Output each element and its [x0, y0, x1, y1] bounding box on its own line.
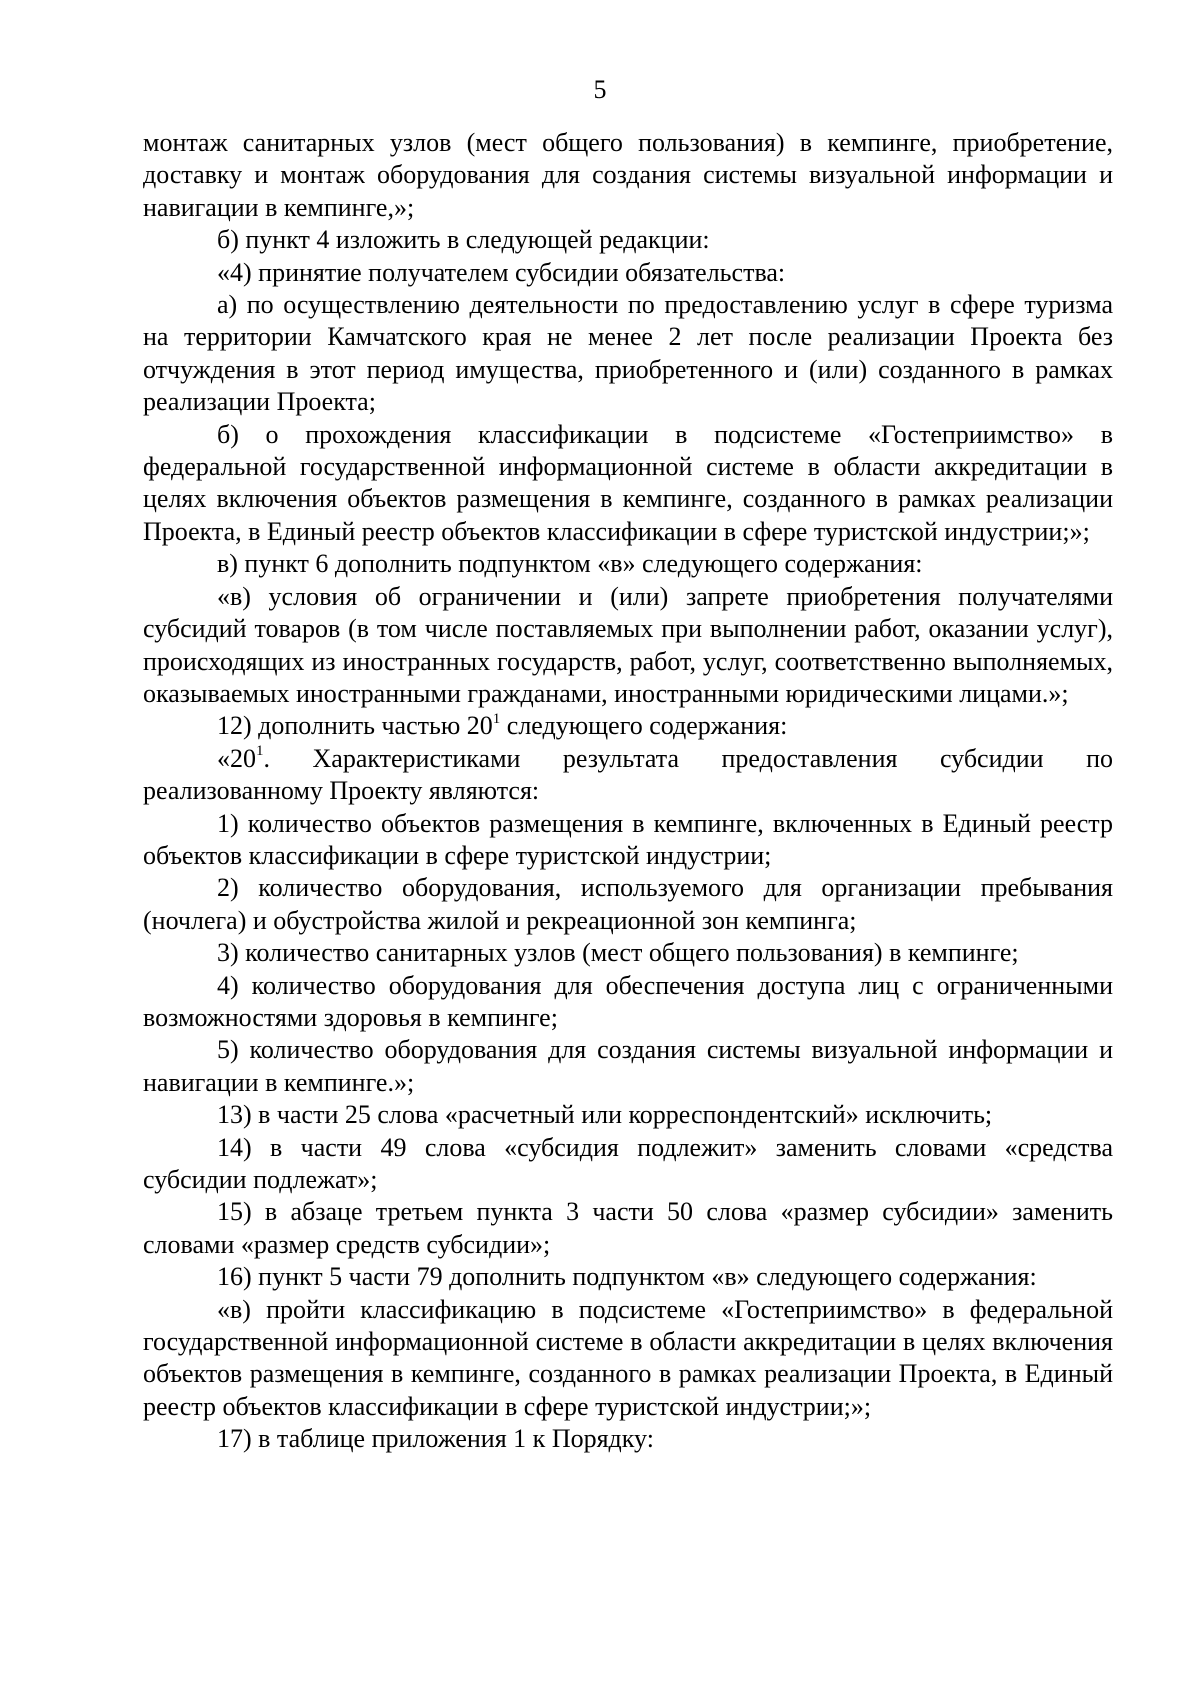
- paragraph: 15) в абзаце третьем пункта 3 части 50 слова «размер субсидии» заменить словами «размер средств субсидии»;: [143, 1197, 1113, 1259]
- paragraph: 3) количество санитарных узлов (мест общего пользования) в кемпинге;: [217, 938, 1019, 968]
- paragraph: [143, 710, 1113, 742]
- paragraph: 13) в части 25 слова «расчетный или корреспондентский» исключить;: [217, 1100, 993, 1130]
- paragraph: 2) количество оборудования, используемого для организации пребывания (ночлега) и обустройства жилой и рекреационной зон кемпинга;: [143, 873, 1113, 935]
- page-number: 5: [593, 75, 607, 104]
- paragraph: б) о прохождения классификации в подсистеме «Гостеприимство» в федеральной государственной информационной системе в области аккредитации в целях включения объектов размещения в кемпинге, созданного в рамках реализации Проекта, в Единый реестр объектов классификации в сфере туристской индустрии;»;: [143, 419, 1113, 546]
- paragraph: «в) пройти классификацию в подсистеме «Гостеприимство» в федеральной государственной информационной системе в области аккредитации в целях включения объектов размещения в кемпинге, созданного в рамках реализации Проекта, в Единый реестр объектов классификации в сфере туристской индустрии;»;: [143, 1294, 1113, 1421]
- document-body: [143, 127, 1113, 1456]
- paragraph: 14) в части 49 слова «субсидия подлежит» заменить словами «средства субсидии подлежат»;: [143, 1132, 1113, 1194]
- paragraph: [143, 743, 1113, 808]
- superscript: 1: [256, 743, 264, 760]
- paragraph-text: следующего содержания:: [500, 711, 788, 741]
- paragraph: 16) пункт 5 части 79 дополнить подпунктом «в» следующего содержания:: [217, 1262, 1037, 1292]
- paragraph: 17) в таблице приложения 1 к Порядку:: [217, 1424, 654, 1454]
- paragraph: 5) количество оборудования для создания системы визуальной информации и навигации в кемпинге.»;: [143, 1035, 1113, 1097]
- paragraph: монтаж санитарных узлов (мест общего пользования) в кемпинге, приобретение, доставку и монтаж оборудования для создания системы визуальной информации и навигации в кемпинге,»;: [143, 128, 1113, 222]
- paragraph-text: 12) дополнить частью 20: [217, 711, 493, 741]
- paragraph-text: . Характеристиками результата предоставления субсидии по реализованному Проекту являются:: [143, 743, 1113, 806]
- paragraph: в) пункт 6 дополнить подпунктом «в» следующего содержания:: [217, 549, 923, 579]
- paragraph: 4) количество оборудования для обеспечения доступа лиц с ограниченными возможностями здоровья в кемпинге;: [143, 970, 1113, 1032]
- paragraph-text: «20: [217, 743, 256, 773]
- paragraph: «4) принятие получателем субсидии обязательства:: [217, 257, 786, 287]
- superscript: 1: [492, 710, 501, 727]
- paragraph: 1) количество объектов размещения в кемпинге, включенных в Единый реестр объектов классификации в сфере туристской индустрии;: [143, 808, 1113, 870]
- paragraph: «в) условия об ограничении и (или) запрете приобретения получателями субсидий товаров (в том числе поставляемых при выполнении работ, оказании услуг), происходящих из иностранных государств, работ, услуг, соответственно выполняемых, оказываемых иностранными гражданами, иностранными юридическими лицами.»;: [143, 581, 1113, 708]
- paragraph: б) пункт 4 изложить в следующей редакции:: [217, 225, 710, 255]
- paragraph: а) по осуществлению деятельности по предоставлению услуг в сфере туризма на территории Камчатского края не менее 2 лет после реализации Проекта без отчуждения в этот период имущества, приобретенного и (или) созданного в рамках реализации Проекта;: [143, 290, 1113, 417]
